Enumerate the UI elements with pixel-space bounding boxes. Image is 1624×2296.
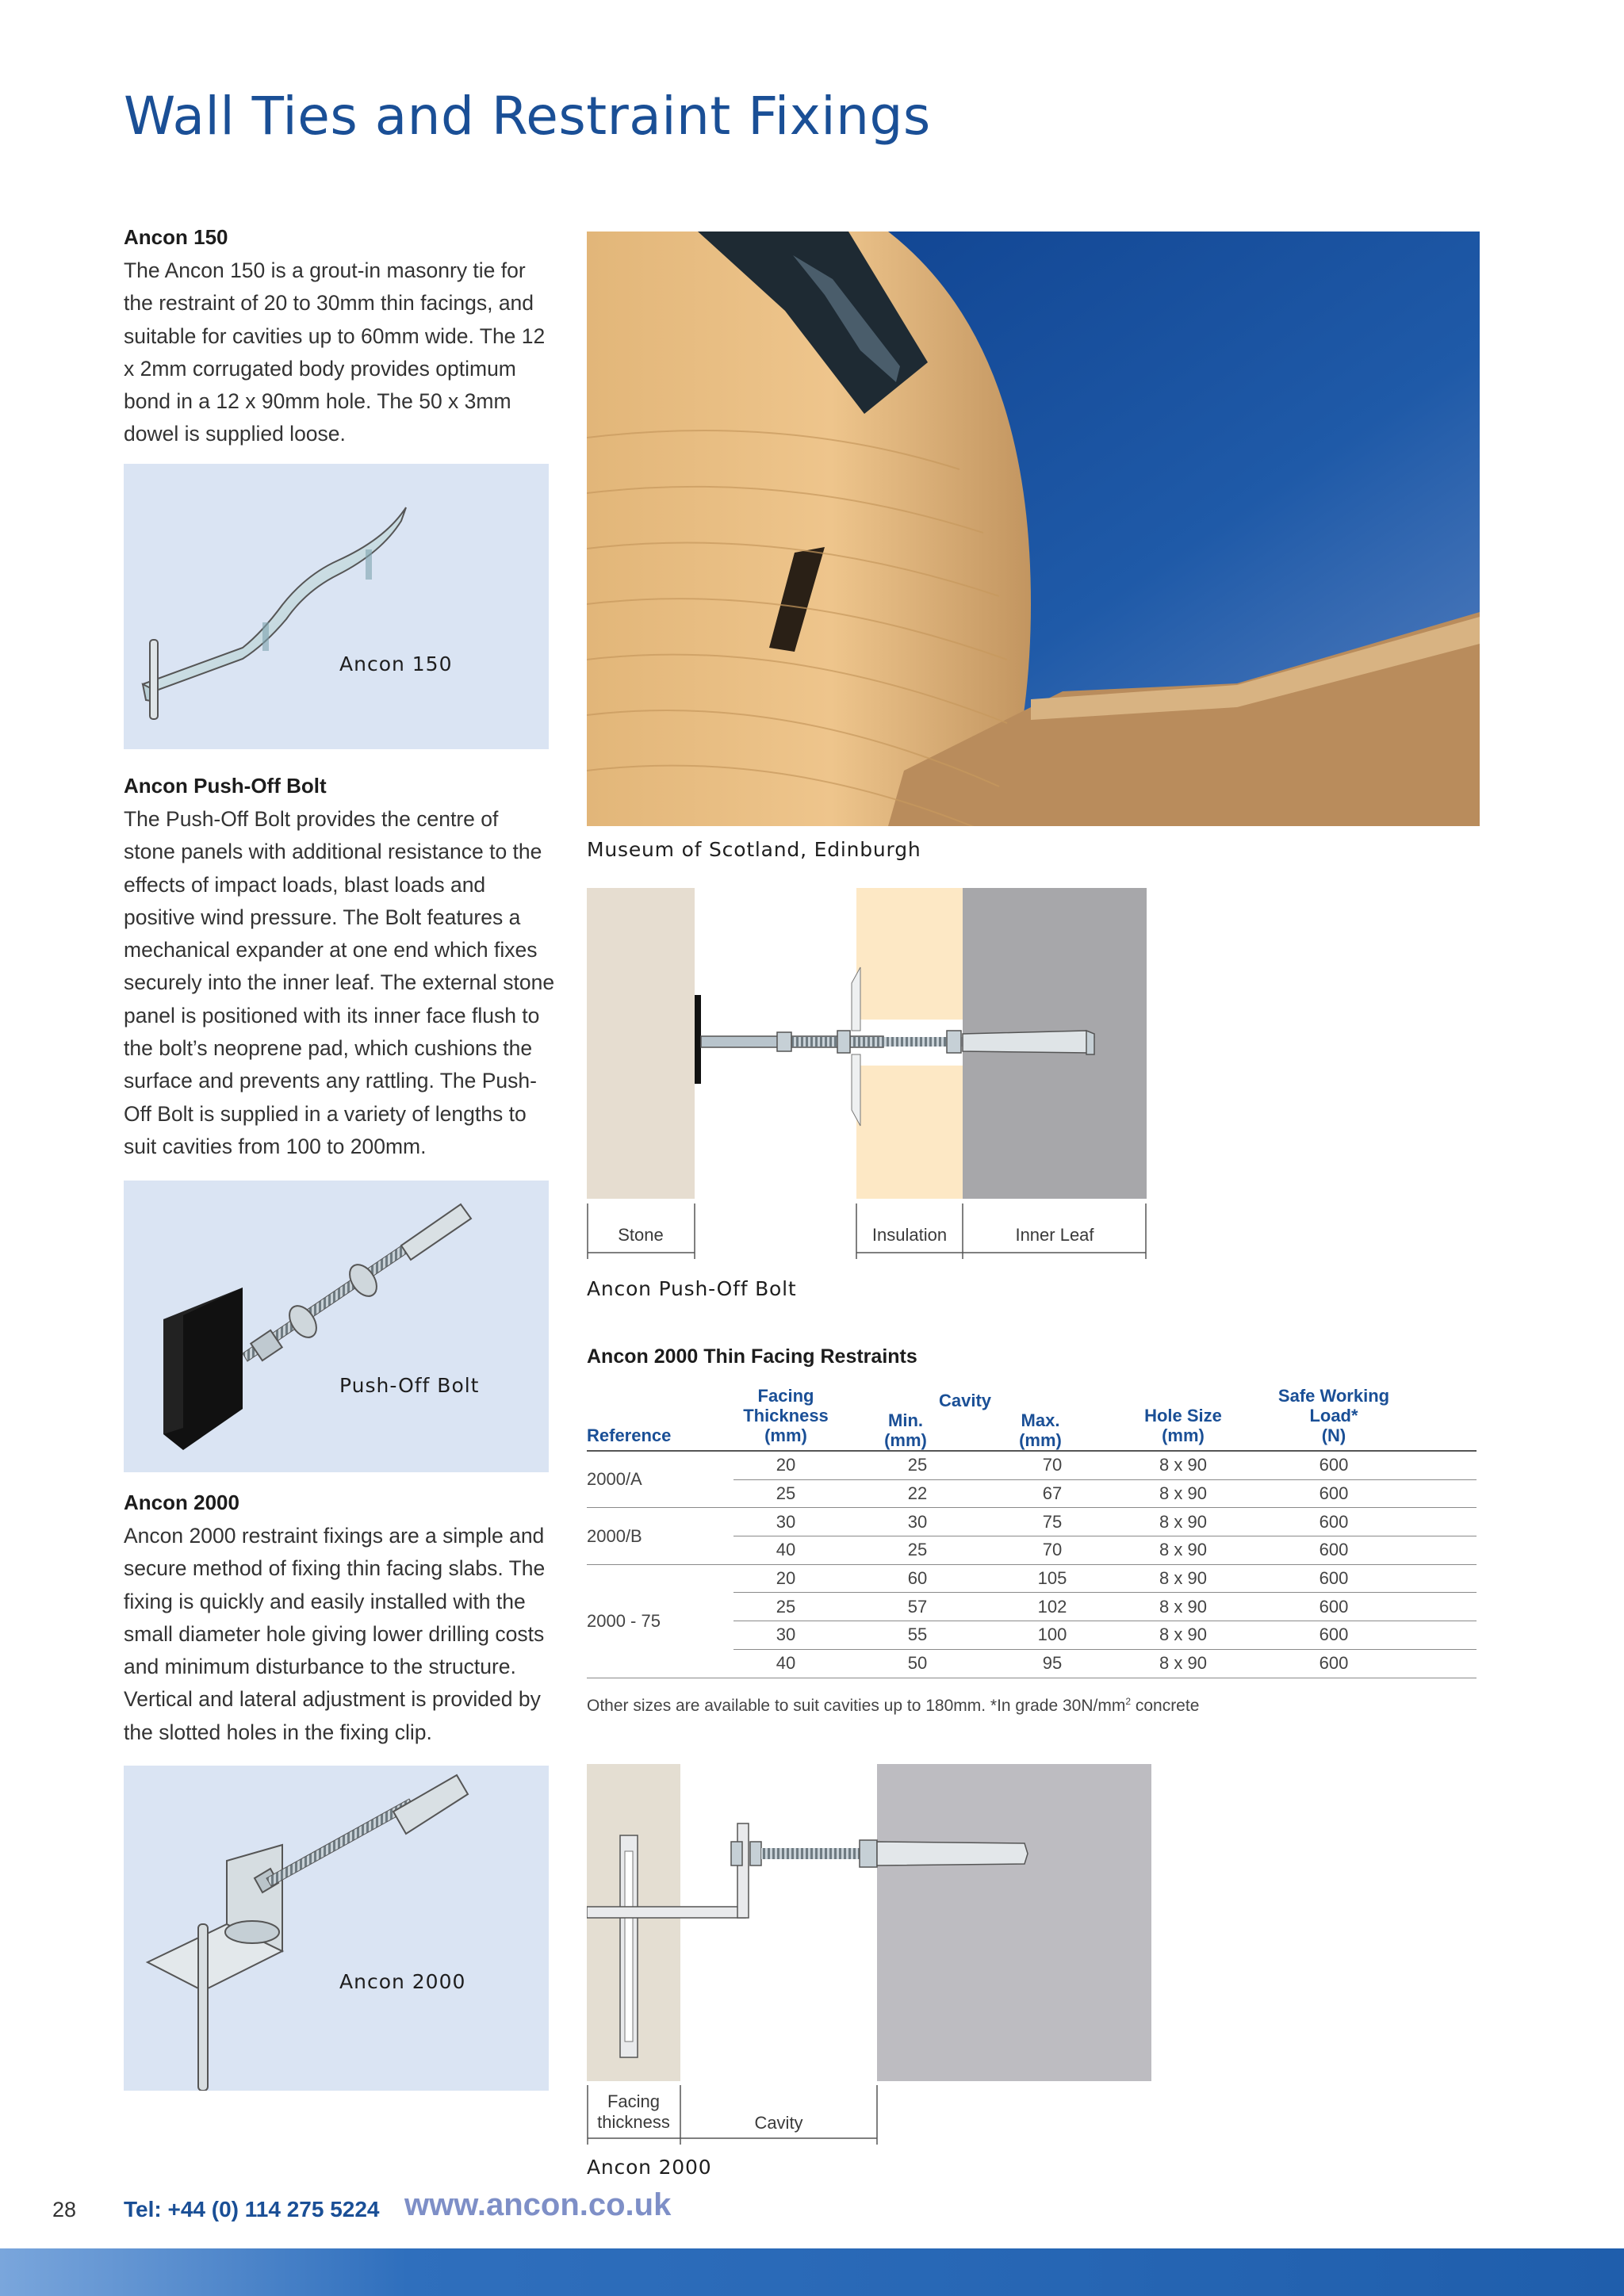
reference-cell: 2000 - 75 (587, 1564, 733, 1678)
header-facing-thickness: Facing Thickness (mm) (733, 1386, 838, 1451)
header-reference: Reference (587, 1386, 733, 1451)
footer-bar (0, 2248, 1624, 2296)
ancon-2000-diagram (587, 1764, 1151, 2145)
cavity-max-cell: 95 (997, 1649, 1108, 1678)
cavity-min-cell: 25 (838, 1536, 997, 1565)
spacer-cell (1409, 1649, 1477, 1678)
insulation-label: Insulation (871, 1225, 948, 1245)
cavity-max-cell: 67 (997, 1479, 1108, 1508)
museum-building-image (587, 232, 1480, 826)
section-ancon-150 (124, 225, 555, 451)
page-title: Wall Ties and Restraint Fixings (124, 86, 931, 147)
ancon-2000-caption: Ancon 2000 (587, 2156, 712, 2179)
website-link[interactable]: www.ancon.co.uk (404, 2187, 672, 2222)
ancon-2000-fixing-illustration (124, 1766, 549, 2091)
table-row (587, 1451, 1477, 1479)
table-footnote: Other sizes are available to suit cavities up to 180mm. *In grade $30N/mm^2$ concrete (587, 1696, 1200, 1715)
hole-size-cell: 8 x 90 (1108, 1649, 1258, 1678)
museum-photo (587, 232, 1480, 826)
section-body: The Ancon 150 is a grout-in masonry tie for the restraint of 20 to 30mm thin facings, and suitable for cavities up to 60mm wide. The 12 x 2mm corrugated body provides optimum bond in a 12 x 90mm hole. The 50 x 3mm dowel is supplied loose. (124, 258, 546, 446)
push-off-bolt-diagram (587, 888, 1147, 1267)
facing-cell: 20 (733, 1451, 838, 1479)
spacer-cell (1409, 1593, 1477, 1621)
safe-working-load-cell: 600 (1258, 1564, 1409, 1593)
cavity-min-cell: 57 (838, 1593, 997, 1621)
section-body: The Push-Off Bolt provides the centre of stone panels with additional resistance to the effects of impact loads, blast loads and positive wind pressure. The Bolt features a mechanical expander at one end which fixes securely into the inner leaf. The external stone panel is positioned with its inner face flush to the bolt’s neoprene pad, which cushions the surface and prevents any rattling. The Push-Off Bolt is supplied in a variety of lengths to suit cavities from 100 to 200mm. (124, 807, 555, 1158)
safe-working-load-cell: 600 (1258, 1621, 1409, 1650)
cavity-label: Cavity (754, 2113, 803, 2133)
push-off-bolt-image-panel (124, 1181, 549, 1472)
table-row (587, 1508, 1477, 1536)
facing-cell: 25 (733, 1593, 838, 1621)
safe-working-load-cell: 600 (1258, 1508, 1409, 1536)
safe-working-load-cell: 600 (1258, 1649, 1409, 1678)
spacer-cell (1409, 1564, 1477, 1593)
hole-size-cell: 8 x 90 (1108, 1564, 1258, 1593)
cavity-min-cell: 25 (838, 1451, 997, 1479)
section-ancon-2000 (124, 1490, 555, 1749)
cavity-max-cell: 75 (997, 1508, 1108, 1536)
reference-cell: 2000/A (587, 1451, 733, 1508)
hole-size-cell: 8 x 90 (1108, 1621, 1258, 1650)
spacer-cell (1409, 1621, 1477, 1650)
hole-size-cell: 8 x 90 (1108, 1536, 1258, 1565)
facing-cell: 30 (733, 1508, 838, 1536)
facing-cell: 25 (733, 1479, 838, 1508)
facing-cell: 30 (733, 1621, 838, 1650)
cavity-min-cell: 30 (838, 1508, 997, 1536)
cavity-min-cell: 50 (838, 1649, 997, 1678)
reference-cell: 2000/B (587, 1508, 733, 1564)
section-heading: Ancon 2000 (124, 1490, 239, 1514)
section-heading: Ancon Push-Off Bolt (124, 774, 327, 798)
cavity-max-cell: 100 (997, 1621, 1108, 1650)
section-heading: Ancon 150 (124, 225, 228, 249)
page-number: 28 (52, 2198, 77, 2221)
telephone: Tel: +44 (0) 114 275 5224 (124, 2197, 380, 2221)
image-label: Ancon 2000 (339, 1970, 466, 1993)
cavity-max-cell: 105 (997, 1564, 1108, 1593)
header-hole-size: Hole Size (mm) (1108, 1386, 1258, 1451)
ancon-2000-image-panel (124, 1766, 549, 2091)
image-label: Push-Off Bolt (339, 1374, 480, 1397)
spacer-cell (1409, 1479, 1477, 1508)
cavity-min-cell: 22 (838, 1479, 997, 1508)
cavity-max-cell: 102 (997, 1593, 1108, 1621)
section-body: Ancon 2000 restraint fixings are a simple and secure method of fixing thin facing slabs. The fixing is quickly and easily installed with the small diameter hole giving lower drilling costs and minimum disturbance to the structure. Vertical and lateral adjustment is provided by the slotted holes in the fixing clip. (124, 1524, 546, 1744)
ancon-2000-section-drawing (587, 1764, 1151, 2145)
spacer-cell (1409, 1508, 1477, 1536)
cavity-min-cell: 55 (838, 1621, 997, 1650)
stone-label: Stone (618, 1225, 664, 1245)
photo-caption: Museum of Scotland, Edinburgh (587, 838, 921, 861)
table-title: Ancon 2000 Thin Facing Restraints (587, 1345, 917, 1368)
hole-size-cell: 8 x 90 (1108, 1451, 1258, 1479)
header-safe-working-load: Safe Working Load* (N) (1258, 1386, 1409, 1451)
facing-cell: 40 (733, 1649, 838, 1678)
cavity-max-cell: 70 (997, 1536, 1108, 1565)
safe-working-load-cell: 600 (1258, 1536, 1409, 1565)
inner-leaf-label: Inner Leaf (1015, 1225, 1094, 1245)
safe-working-load-cell: 600 (1258, 1593, 1409, 1621)
hole-size-cell: 8 x 90 (1108, 1508, 1258, 1536)
hole-size-cell: 8 x 90 (1108, 1479, 1258, 1508)
header-cavity: Cavity Min. (mm) Max. (mm) (838, 1386, 1108, 1451)
safe-working-load-cell: 600 (1258, 1479, 1409, 1508)
restraints-table (587, 1386, 1477, 1678)
facing-thickness-label: Facing thickness (597, 2091, 670, 2132)
ancon-150-image-panel (124, 464, 549, 749)
push-off-bolt-section-drawing (587, 888, 1147, 1267)
push-off-bolt-illustration (124, 1181, 549, 1472)
push-off-bolt-caption: Ancon Push-Off Bolt (587, 1277, 797, 1300)
section-push-off-bolt (124, 774, 555, 1163)
spacer-cell (1409, 1451, 1477, 1479)
facing-cell: 40 (733, 1536, 838, 1565)
cavity-min-cell: 60 (838, 1564, 997, 1593)
image-label: Ancon 150 (339, 652, 453, 675)
ancon-150-tie-illustration (124, 464, 549, 749)
cavity-max-cell: 70 (997, 1451, 1108, 1479)
hole-size-cell: 8 x 90 (1108, 1593, 1258, 1621)
table-row (587, 1564, 1477, 1593)
safe-working-load-cell: 600 (1258, 1451, 1409, 1479)
spacer-cell (1409, 1536, 1477, 1565)
facing-cell: 20 (733, 1564, 838, 1593)
